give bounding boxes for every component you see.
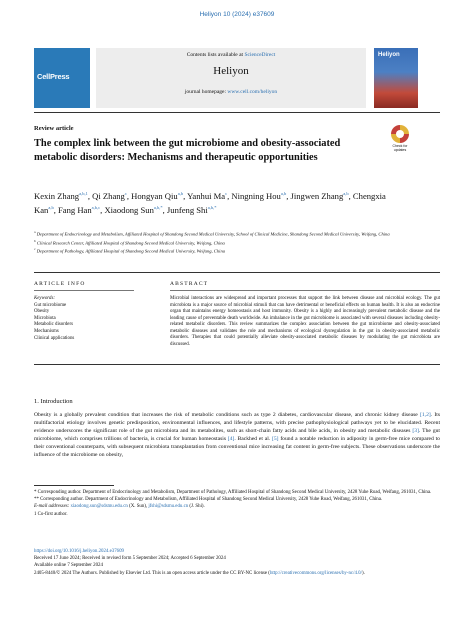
author-name[interactable]: Ningning Hou — [231, 191, 281, 201]
check-updates-icon — [391, 125, 409, 143]
header-divider — [34, 112, 440, 113]
author-affiliation-marker[interactable]: a,b,* — [153, 205, 163, 210]
footnote-emails: E-mail addresses: xiaodong.sun@sdsmu.edu.cn (X. Sun), jfshi@sdsmu.edu.cn (J. Shi). — [34, 504, 205, 510]
affiliation-text: Department of Pathology, Affiliated Hospital of Shandong Second Medical University, Weifang, China — [36, 248, 226, 254]
affiliation-marker: c — [34, 247, 36, 252]
online-date: Available online 7 September 2024 — [34, 563, 103, 569]
article-title: The complex link between the gut microbiome and obesity-associated metabolic disorders: Mechanisms and therapeutic opportunities — [34, 138, 341, 163]
keyword-item: Clinical applications — [34, 335, 75, 341]
author-affiliation-marker[interactable]: a,b,c — [91, 205, 101, 210]
author-name[interactable]: Xiaodong Sun — [104, 205, 154, 215]
author-separator: , — [162, 205, 167, 215]
author-affiliation-marker[interactable]: a,b — [280, 191, 287, 196]
sciencedirect-link[interactable]: ScienceDirect — [244, 52, 276, 58]
keyword-item: Obesity — [34, 309, 50, 315]
journal-reference[interactable]: Heliyon 10 (2024) e37609 — [199, 11, 275, 18]
footnote-corresponding-1: * Corresponding author. Department of Endocrinology and Metabolism, Department of Pathology, Affiliated Hospital of Shandong Second Medical University, 2428 Yuhe Road, Weifang, 261031, China. — [34, 490, 432, 495]
author-affiliation-marker[interactable]: a,b — [343, 191, 349, 196]
keyword-list — [34, 303, 144, 343]
affiliation-item — [34, 246, 440, 255]
author-affiliation-marker[interactable]: c — [225, 191, 228, 196]
author-separator: , — [286, 191, 291, 201]
license-link[interactable]: http://creativecommons.org/licenses/by-nc/4.0/ — [269, 570, 362, 576]
footnote-corresponding-2: ** Corresponding author. Department of Endocrinology and Metabolism, Affiliated Hospital of Shandong Second Medical University, 2428 Yuhe Road, Weifang, 261031, China. — [34, 497, 383, 503]
citation-link[interactable]: [5] — [271, 435, 279, 442]
affiliation-marker: b — [34, 238, 36, 243]
email-link-shi[interactable]: jfshi@sdsmu.edu.cn — [148, 504, 189, 510]
journal-banner — [96, 48, 366, 108]
author-separator: , — [183, 191, 188, 201]
affiliation-item — [34, 238, 440, 247]
publication-info — [34, 548, 440, 577]
check-updates-label: Check for updates — [392, 144, 408, 152]
author-separator: , — [53, 205, 58, 215]
doi-link[interactable]: https://doi.org/10.1016/j.heliyon.2024.e37609 — [34, 549, 124, 554]
author-separator: , — [87, 191, 93, 201]
article-type: Review article — [34, 125, 74, 132]
abstract-bottom-divider — [34, 364, 440, 365]
journal-homepage-line: journal homepage: www.cell.com/heliyon — [184, 89, 278, 95]
author-affiliation-marker[interactable]: a,b,1 — [79, 191, 88, 196]
author-name[interactable]: Kexin Zhang — [34, 191, 80, 201]
author-name[interactable]: Jingwen Zhang — [290, 191, 344, 201]
author-affiliation-marker[interactable]: a,b,* — [207, 205, 217, 210]
author-name[interactable]: Fang Han — [58, 205, 92, 215]
cellpress-logo[interactable] — [34, 48, 90, 108]
keyword-item: Gut microbiome — [34, 302, 67, 308]
keywords-label: Keywords: — [34, 296, 56, 301]
author-affiliation-marker[interactable]: a,b — [177, 191, 184, 196]
author-name[interactable]: Hongyan Qiu — [131, 191, 178, 201]
affiliation-divider — [34, 272, 440, 273]
citation-link[interactable]: [1,2] — [420, 412, 431, 418]
availability-line: Contents lists available at ScienceDirect — [186, 52, 276, 58]
keywords-block — [34, 296, 144, 342]
abstract-heading: ABSTRACT — [170, 281, 209, 287]
citation-link[interactable]: [3] — [412, 427, 419, 434]
affiliation-item — [34, 229, 440, 238]
abstract-rule — [170, 290, 440, 291]
email-link-sun[interactable]: xiaodong.sun@sdsmu.edu.cn — [70, 504, 128, 510]
article-info-heading: ARTICLE INFO — [34, 281, 86, 287]
cellpress-logo-text: CellPress — [37, 72, 70, 81]
author-affiliation-marker[interactable]: a,b — [48, 205, 54, 210]
check-for-updates-button[interactable] — [389, 125, 411, 153]
keyword-item: Microbiota — [34, 315, 56, 321]
author-name[interactable]: Junfeng Shi — [166, 205, 208, 215]
affiliation-text: Department of Endocrinology and Metabolism, Affiliated Hospital of Shandong Second Medical University, School of Clinical Medicine, Shandong Second Medical University, Weifang, China — [36, 231, 390, 237]
author-separator: , — [348, 191, 353, 201]
article-info-rule — [34, 290, 134, 291]
author-list — [34, 188, 404, 216]
license-statement: 2405-8440/© 2024 The Authors. Published by Elsevier Ltd. This is an open access article under the CC BY-NC license (http://creativecommons.org/licenses/by-nc/4.0/). — [34, 570, 365, 576]
affiliation-text: Clinical Research Center, Affiliated Hospital of Shandong Second Medical University, Weifang, China — [36, 240, 225, 246]
author-separator: , — [227, 191, 232, 201]
journal-name: Heliyon — [213, 65, 249, 77]
author-name[interactable]: Yanhui Ma — [187, 191, 226, 201]
footnotes — [34, 489, 440, 518]
author-name[interactable]: Qi Zhang — [92, 191, 125, 201]
journal-header — [34, 48, 440, 108]
citation-link[interactable]: [4] — [227, 435, 235, 442]
introduction-paragraph: Obesity is a globally prevalent condition that increases the risk of metabolic conditions such as type 2 diabetes, cardiovascular disease, and chronic kidney disease [1,2]. Its multifactorial etiology involves genetic predisposition, environmental influences, and lifestyle patterns, with precise pathophysiological pathways yet to be elucidated. Recent evidence underscores the significant role of the gut microbiota and its metabolites, such as short-chain fatty acids and bile acids, in obesity and metabolic diseases [3]. The gut microbiome, which comprises trillions of bacteria, is crucial for human homeostasis [4]. Backhed et al. [5] found a notable reduction in adiposity in germ-free mice compared to their conventional counterparts, with subsequent microbiota transplantation from conventional mice increasing fat content in germ-free subjects. These observations underscore the influence of the microbiome on obesity, — [34, 412, 440, 458]
journal-homepage-link[interactable]: www.cell.com/heliyon — [227, 89, 278, 95]
received-dates: Received 17 June 2024; Received in revised form 5 September 2024; Accepted 6 September 2024 — [34, 556, 226, 562]
author-name[interactable]: Chengxia Kan — [34, 191, 386, 215]
keyword-item: Mechanisms — [34, 328, 59, 334]
footnote-rule — [34, 485, 114, 486]
author-separator: , — [126, 191, 132, 201]
journal-cover-image[interactable] — [374, 48, 418, 108]
affiliation-list — [34, 229, 440, 255]
cover-title: Heliyon — [378, 52, 400, 58]
abstract-text: Microbial interactions are widespread and important processes that support the link between disease and microbial ecology. The gut microbiota is a major source of microbial stimuli that can have detrimental or beneficial effects on human health. It is also an endocrine organ that maintains energy homeostasis and host immunity. Obesity is a highly and increasingly prevalent metabolic disease and the leading cause of preventable death worldwide. An imbalance in the gut microbiome is associated with several diseases including obesity-related metabolic disorders. This review summarizes the complex association between the gut microbiome and obesity-associated metabolic diseases and validates the role and mechanisms of ecological dysregulation in the gut in obesity-associated metabolic disorders. Therapies that could potentially alleviate obesity-associated metabolic diseases by modulating the gut microbiota are discussed. — [170, 296, 440, 347]
keyword-item: Metabolic disorders — [34, 322, 73, 328]
affiliation-marker: a — [34, 230, 36, 234]
author-affiliation-marker[interactable]: c — [124, 191, 127, 196]
section-heading-introduction: 1. Introduction — [34, 398, 73, 405]
author-separator: , — [100, 205, 105, 215]
footnote-cofirst: 1 Co-first author. — [34, 511, 68, 517]
